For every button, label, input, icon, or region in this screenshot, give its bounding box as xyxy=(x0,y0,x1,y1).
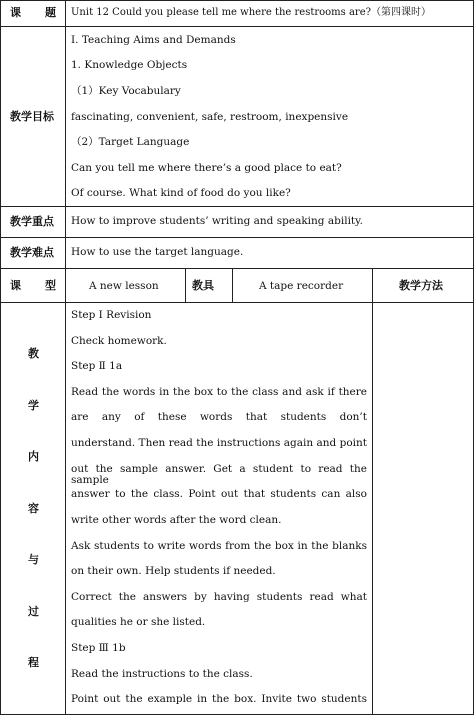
process-line: write other words after the word clean. xyxy=(71,514,282,526)
objective-line: Can you tell me where there’s a good place to eat? xyxy=(71,162,342,174)
process-line: qualities he or she listed. xyxy=(71,616,206,628)
key-points-value: How to improve students’ writing and speaking ability. xyxy=(71,215,364,227)
process-label-char: 过 xyxy=(28,605,39,618)
process-line: out the sample answer. Get a student to read the sample xyxy=(71,463,367,486)
border-left xyxy=(0,0,1,715)
objective-line: （2）Target Language xyxy=(71,136,190,148)
difficulties-label: 教学难点 xyxy=(10,246,54,259)
divider-type-aids xyxy=(185,268,186,302)
process-label-char: 学 xyxy=(28,399,39,412)
key-points-label: 教学重点 xyxy=(10,215,54,228)
difficulties-value: How to use the target language. xyxy=(71,246,244,258)
methods-label: 教学方法 xyxy=(399,279,443,292)
objective-line: fascinating, convenient, safe, restroom, inexpensive xyxy=(71,111,349,123)
aids-value: A tape recorder xyxy=(259,280,344,292)
divider-label-column xyxy=(65,0,66,715)
objective-line: Of course. What kind of food do you like? xyxy=(71,187,291,199)
divider-row-3 xyxy=(0,237,474,238)
process-label-char: 与 xyxy=(28,553,39,566)
divider-row-1 xyxy=(0,26,474,27)
divider-row-5 xyxy=(0,302,474,303)
lesson-type-value: A new lesson xyxy=(89,280,159,292)
process-line: Step Ⅰ Revision xyxy=(71,309,152,321)
process-line: Step Ⅱ 1a xyxy=(71,360,123,372)
process-line: Check homework. xyxy=(71,335,167,347)
process-label-char: 教 xyxy=(28,347,39,360)
objectives-label: 教学目标 xyxy=(10,110,54,123)
lesson-type-label: 课 型 xyxy=(10,279,56,292)
process-line: understand. Then read the instructions again and point xyxy=(71,437,367,449)
border-top xyxy=(0,0,474,1)
process-line: Correct the answers by having students read what xyxy=(71,591,367,603)
process-line: Read the words in the box to the class and ask if there xyxy=(71,386,367,398)
process-line: answer to the class. Point out that students can also xyxy=(71,488,367,500)
objective-line: （1）Key Vocabulary xyxy=(71,85,181,97)
divider-row-2 xyxy=(0,206,474,207)
objective-line: 1. Knowledge Objects xyxy=(71,59,188,71)
objective-line: Ⅰ. Teaching Aims and Demands xyxy=(71,34,236,46)
process-line: Point out the example in the box. Invite two students xyxy=(71,693,367,705)
process-line: Step Ⅲ 1b xyxy=(71,642,126,654)
aids-label: 教具 xyxy=(192,279,214,292)
divider-row-4 xyxy=(0,268,474,269)
process-line: on their own. Help students if needed. xyxy=(71,565,276,577)
divider-methods-column xyxy=(372,268,373,715)
divider-aids-value xyxy=(232,268,233,302)
process-line: are any of these words that students don’t xyxy=(71,411,367,423)
process-label-char: 内 xyxy=(28,450,39,463)
process-label-char: 容 xyxy=(28,502,39,515)
topic-value: Unit 12 Could you please tell me where the restrooms are?（第四课时） xyxy=(71,7,431,18)
process-label-char: 程 xyxy=(28,656,39,669)
process-line: Ask students to write words from the box in the blanks xyxy=(71,540,367,552)
process-line: Read the instructions to the class. xyxy=(71,668,253,680)
topic-label: 课 题 xyxy=(10,6,56,19)
